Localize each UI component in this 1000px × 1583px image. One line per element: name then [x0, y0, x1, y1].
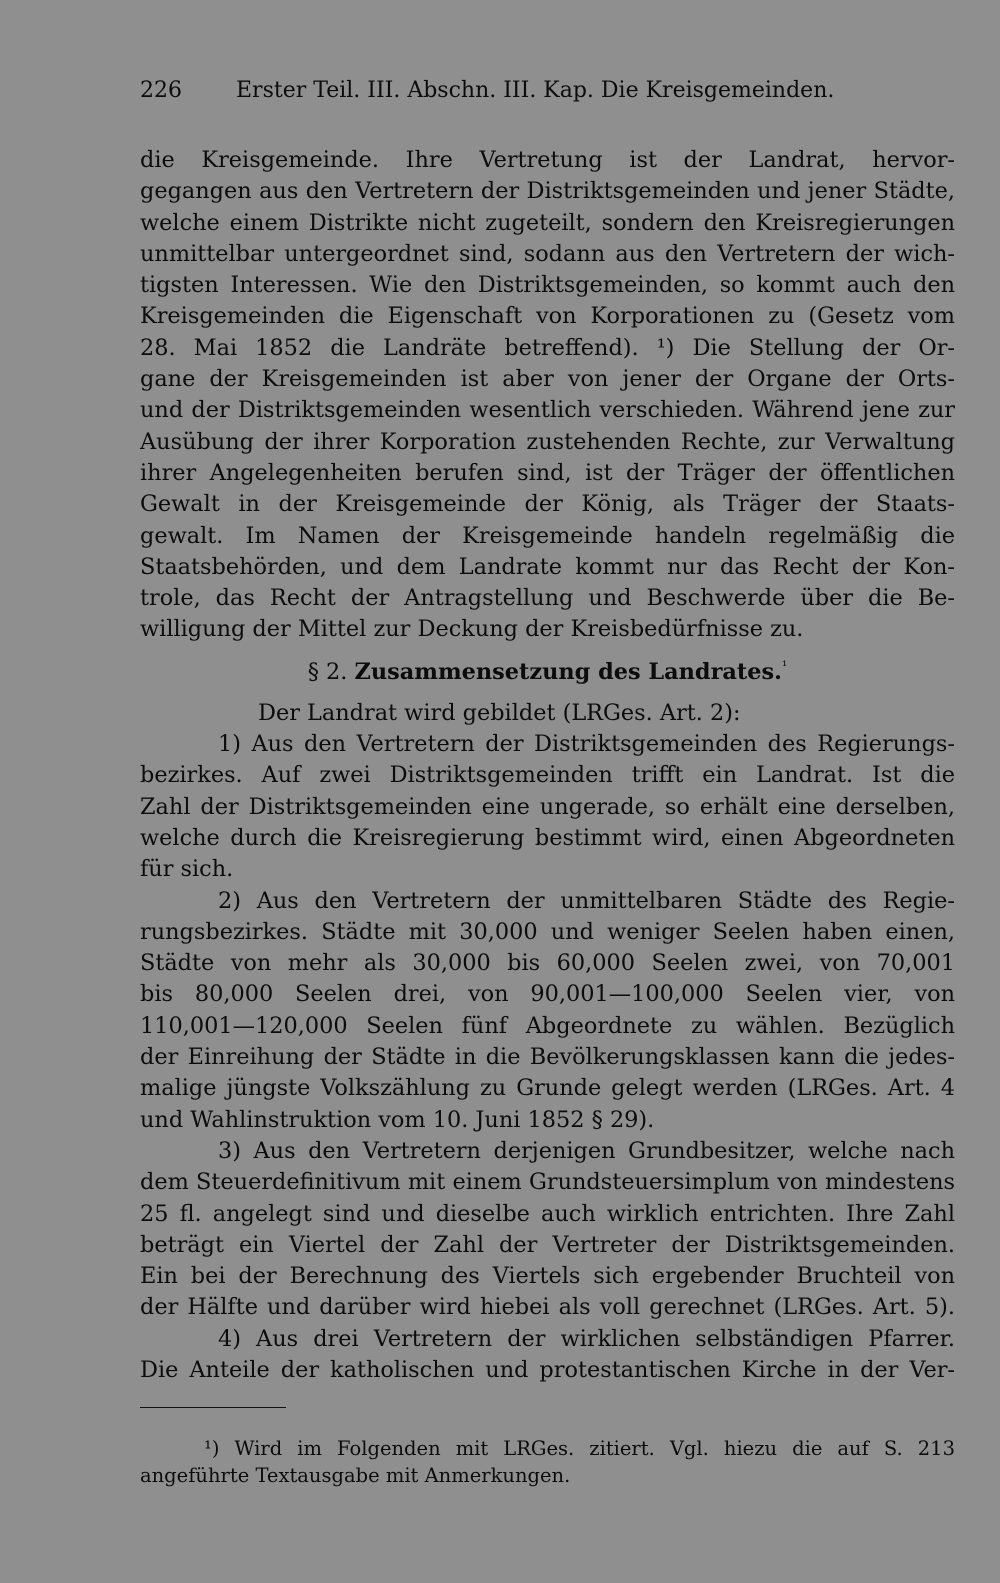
text-line: 1) Aus den Vertretern der Distriktsgemeinden des Regierungs-: [218, 731, 955, 758]
text-line: Gewalt in der Kreisgemeinde der König, als Träger der Staats-: [140, 491, 955, 518]
text-line: 110,001—120,000 Seelen fünf Abgeordnete zu wählen. Bezüglich: [140, 1012, 955, 1039]
text-line: 25 fl. angelegt sind und dieselbe auch wirklich entrichten. Ihre Zahl: [140, 1200, 955, 1227]
text-line: gegangen aus den Vertretern der Distriktsgemeinden und jener Städte,: [140, 178, 955, 205]
text-line: welche einem Distrikte nicht zugeteilt, sondern den Kreisregierungen: [140, 209, 955, 236]
footnote-ref: ¹: [781, 659, 788, 675]
section-heading: [140, 646, 955, 698]
text-line: gane der Kreisgemeinden ist aber von jener der Organe der Orts-: [140, 366, 955, 393]
text-line: und Wahlinstruktion vom 10. Juni 1852 § 29).: [140, 1106, 655, 1133]
running-header: [140, 78, 940, 103]
text-line: rungsbezirkes. Städte mit 30,000 und weniger Seelen haben einen,: [140, 918, 955, 945]
text-line: 4) Aus drei Vertretern der wirklichen selbständigen Pfarrer.: [218, 1325, 955, 1352]
text-line: Der Landrat wird gebildet (LRGes. Art. 2):: [258, 699, 741, 726]
text-line: für sich.: [140, 856, 234, 883]
text-line: bezirkes. Auf zwei Distriktsgemeinden trifft ein Landrat. Ist die: [140, 762, 955, 789]
page-body: [140, 145, 955, 1386]
text-line: gewalt. Im Namen der Kreisgemeinde handeln regelmäßig die: [140, 522, 955, 549]
text-line: 2) Aus den Vertretern der unmittelbaren Städte des Regie-: [218, 887, 955, 914]
text-line: malige jüngste Volkszählung zu Grunde gelegt werden (LRGes. Art. 4: [140, 1075, 955, 1102]
text-line: der Hälfte und darüber wird hiebei als voll gerechnet (LRGes. Art. 5).: [140, 1294, 955, 1321]
text-line: Ausübung der ihrer Korporation zustehenden Rechte, zur Verwaltung: [140, 428, 955, 455]
text-line: 28. Mai 1852 die Landräte betreffend). ¹) Die Stellung der Or-: [140, 334, 955, 361]
text-line: welche durch die Kreisregierung bestimmt wird, einen Abgeordneten: [140, 824, 955, 851]
text-line: die Kreisgemeinde. Ihre Vertretung ist der Landrat, hervor-: [140, 147, 955, 173]
text-line: Ein bei der Berechnung des Viertels sich ergebender Bruchteil von: [140, 1263, 955, 1290]
text-line: Die Anteile der katholischen und protestantischen Kirche in der Ver-: [140, 1356, 955, 1383]
text-line: bis 80,000 Seelen drei, von 90,001—100,000 Seelen vier, von: [140, 981, 955, 1008]
text-line: Staatsbehörden, und dem Landrate kommt nur das Recht der Kon-: [140, 553, 955, 580]
text-line: 3) Aus den Vertretern derjenigen Grundbesitzer, welche nach: [218, 1137, 955, 1164]
text-line: trole, das Recht der Antragstellung und Beschwerde über die Be-: [140, 585, 955, 612]
text-line: dem Steuerdefinitivum mit einem Grundsteuersimplum von mindestens: [140, 1169, 955, 1196]
footnote-rule: [140, 1407, 286, 1408]
text-line: tigsten Interessen. Wie den Distriktsgemeinden, so kommt auch den: [140, 272, 955, 299]
text-line: Städte von mehr als 30,000 bis 60,000 Seelen zwei, von 70,001: [140, 950, 955, 977]
section-title: Zusammensetzung des Landrates.: [354, 658, 782, 685]
footnote-line: ¹) Wird im Folgenden mit LRGes. zitiert. Vgl. hiezu die auf S. 213: [204, 1437, 955, 1460]
footnote-line: angeführte Textausgabe mit Anmerkungen.: [140, 1464, 571, 1487]
section-number: § 2.: [307, 658, 348, 685]
text-line: Kreisgemeinden die Eigenschaft von Korporationen zu (Gesetz vom: [140, 303, 955, 330]
text-line: beträgt ein Viertel der Zahl der Vertreter der Distriktsgemeinden.: [140, 1231, 955, 1258]
running-title: Erster Teil. III. Abschn. III. Kap. Die Kreisgemeinden.: [236, 78, 835, 103]
text-line: Zahl der Distriktsgemeinden eine ungerade, so erhält eine derselben,: [140, 793, 955, 820]
page-number: 226: [140, 78, 182, 103]
text-line: und der Distriktsgemeinden wesentlich verschieden. Während jene zur: [140, 397, 955, 424]
footnote: [140, 1435, 955, 1489]
text-line: ihrer Angelegenheiten berufen sind, ist der Träger der öffentlichen: [140, 459, 955, 486]
text-line: unmittelbar untergeordnet sind, sodann aus den Vertretern der wich-: [140, 240, 955, 267]
text-line: willigung der Mittel zur Deckung der Kreisbedürfnisse zu.: [140, 616, 804, 643]
text-line: der Einreihung der Städte in die Bevölkerungsklassen kann die jedes-: [140, 1044, 955, 1071]
